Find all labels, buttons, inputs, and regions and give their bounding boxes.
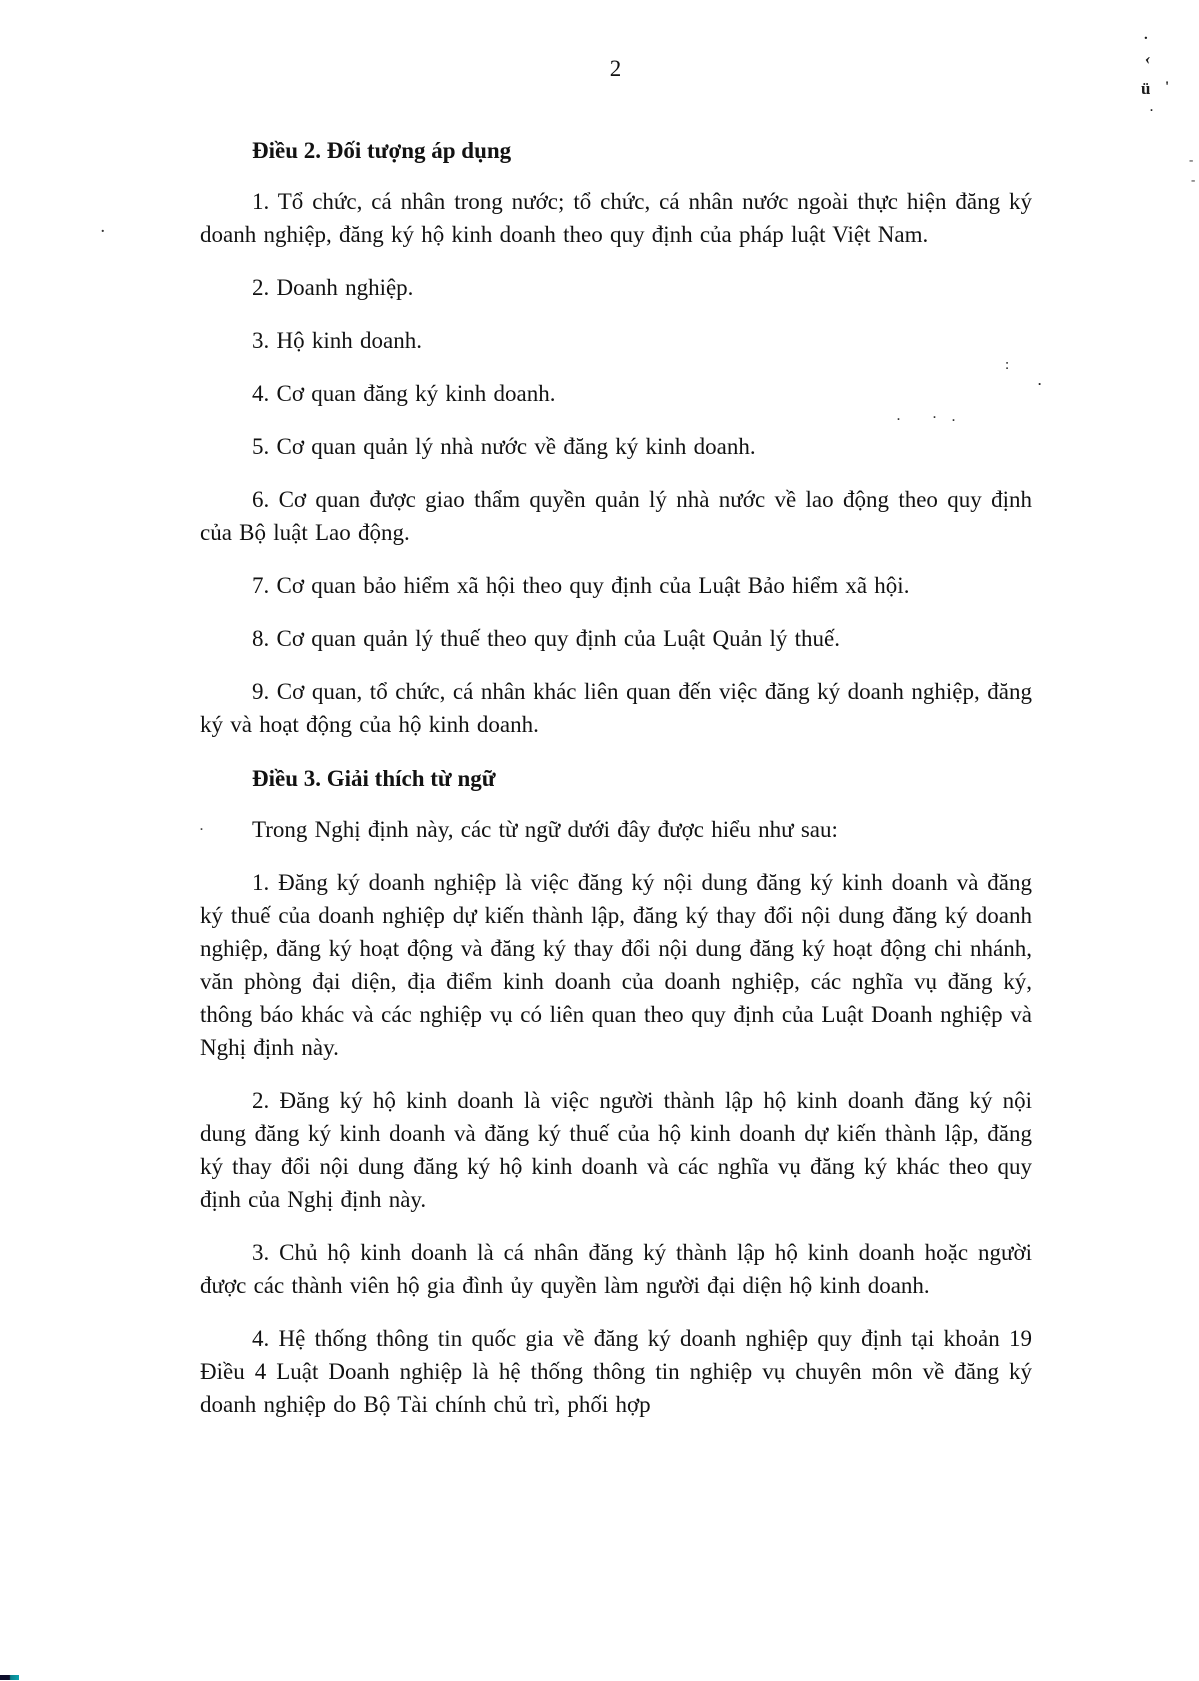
scan-artifact-dot: .: [1150, 100, 1153, 114]
article-2-item-5: 5. Cơ quan quản lý nhà nước về đăng ký kinh doanh.: [252, 434, 756, 459]
scan-artifact-dot: .: [200, 819, 203, 833]
article-2-item-1: 1. Tổ chức, cá nhân trong nước; tổ chức, cá nhân nước ngoài thực hiện đăng ký doanh nghiệp, đăng ký hộ kinh doanh theo quy định của pháp luật Việt Nam.: [200, 189, 1032, 247]
scan-artifact-dash: -: [1191, 172, 1196, 187]
article-3-intro: Trong Nghị định này, các từ ngữ dưới đây được hiểu như sau:: [252, 817, 838, 842]
scan-artifact-dot: .: [952, 410, 955, 424]
article-3-item-4: 4. Hệ thống thông tin quốc gia về đăng ký doanh nghiệp quy định tại khoản 19 Điều 4 Luật Doanh nghiệp là hệ thống thông tin nghiệp vụ chuyên môn về đăng ký doanh nghiệp do Bộ Tài chính chủ trì, phối hợp: [200, 1326, 1032, 1417]
scan-artifact-dot: .: [897, 409, 900, 423]
article-2-item-2: 2. Doanh nghiệp.: [252, 275, 414, 300]
article-2-item-8: 8. Cơ quan quản lý thuế theo quy định của Luật Quản lý thuế.: [252, 626, 841, 651]
article-3-heading: Điều 3. Giải thích từ ngữ: [252, 766, 496, 791]
article-3-item-2: 2. Đăng ký hộ kinh doanh là việc người thành lập hộ kinh doanh đăng ký nội dung đăng ký kinh doanh và đăng ký thuế của hộ kinh doanh dự kiến thành lập, đăng ký thay đổi nội dung đăng ký hộ kinh doanh và các nghĩa vụ đăng ký khác theo quy định của Nghị định này.: [200, 1088, 1032, 1212]
page-content: [200, 55, 1032, 1421]
article-2-item-9: 9. Cơ quan, tổ chức, cá nhân khác liên quan đến việc đăng ký doanh nghiệp, đăng ký và hoạt động của hộ kinh doanh.: [200, 679, 1032, 737]
scan-artifact-dot: .: [101, 221, 105, 236]
article-2-heading: Điều 2. Đối tượng áp dụng: [252, 138, 512, 163]
scan-artifact-angle: ‹: [1143, 48, 1152, 69]
scan-artifact-dot: .: [933, 407, 936, 421]
article-2-item-3: 3. Hộ kinh doanh.: [252, 328, 422, 353]
scan-artifact-mark: ü: [1141, 79, 1151, 98]
article-2-item-7: 7. Cơ quan bảo hiểm xã hội theo quy định của Luật Bảo hiểm xã hội.: [252, 573, 910, 598]
article-2-item-6: 6. Cơ quan được giao thẩm quyền quản lý nhà nước về lao động theo quy định của Bộ luật Lao động.: [200, 487, 1032, 545]
scan-artifact-dot: .: [1038, 373, 1042, 388]
page-number: 2: [609, 56, 623, 81]
corner-scan-mark: [0, 1675, 19, 1680]
scan-artifact-apostrophe: ': [1165, 79, 1170, 95]
article-3-item-3: 3. Chủ hộ kinh doanh là cá nhân đăng ký thành lập hộ kinh doanh hoặc người được các thành viên hộ gia đình ủy quyền làm người đại diện hộ kinh doanh.: [200, 1240, 1032, 1298]
article-2-item-4: 4. Cơ quan đăng ký kinh doanh.: [252, 381, 556, 406]
scan-artifact-colon: :: [1005, 357, 1010, 373]
scan-artifact-dot: .: [1144, 27, 1148, 43]
article-3-item-1: 1. Đăng ký doanh nghiệp là việc đăng ký nội dung đăng ký kinh doanh và đăng ký thuế của doanh nghiệp dự kiến thành lập, đăng ký thay đổi nội dung đăng ký doanh nghiệp, đăng ký hoạt động và đăng ký thay đổi nội dung đăng ký hoạt động chi nhánh, văn phòng đại diện, địa điểm kinh doanh của doanh nghiệp, các nghĩa vụ đăng ký, thông báo khác và các nghiệp vụ có liên quan theo quy định của Luật Doanh nghiệp và Nghị định này.: [200, 870, 1032, 1060]
scan-artifact-dash: -: [1189, 152, 1194, 167]
